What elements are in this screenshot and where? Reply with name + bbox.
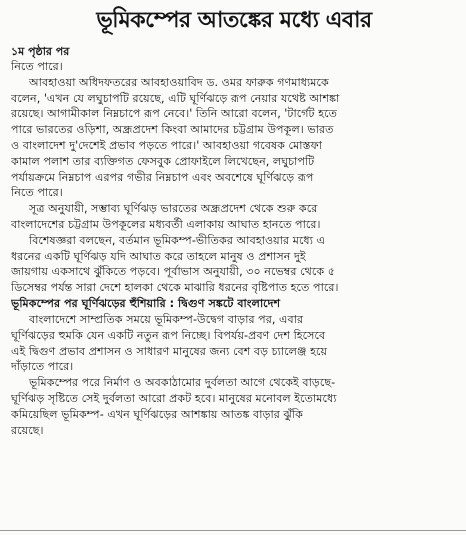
text-line: রয়েছে। আগামীকাল নিম্নচাপে রূপ নেবে।' তিনি আরো বলেন, 'টার্গেট হতে <box>11 107 337 121</box>
continued-from-page-one: ১ম পৃষ্ঠার পর <box>11 45 70 58</box>
text-line: দাঁড়াতে পারে। <box>11 360 74 374</box>
paragraph-1 <box>11 59 457 75</box>
text-line: জায়গায় একসাথে ঝুঁকিতে পড়বে। পূর্বাভাস অনুযায়ী, ৩০ নভেম্বর থেকে ৫ <box>11 265 336 279</box>
text-line: এই দ্বিগুণ প্রভাব প্রশাসন ও সাধারণ মানুষের জন্য বেশ বড় চ্যালেঞ্জ হয়ে <box>11 344 328 358</box>
text-line: পারে ভারতের ওড়িশা, অন্ধ্রপ্রদেশ কিংবা আমাদের চট্টগ্রাম উপকূল। ভারত <box>11 123 334 137</box>
paragraph-5 <box>11 312 457 375</box>
text-line: সূত্র অনুযায়ী, সম্ভাব্য ঘূর্ণিঝড় ভারতের অন্ধ্রপ্রদেশ থেকে শুরু করে <box>29 202 318 216</box>
text-line: ডিসেম্বর পর্যন্ত সারা দেশে হালকা থেকে মাঝারি ধরনের বৃষ্টিপাত হতে পারে। <box>11 281 339 295</box>
section-subheading: ভূমিকম্পের পর ঘূর্ণিঝড়ের হুঁশিয়ারি : দ্বিগুণ সঙ্কটে বাংলাদেশ <box>11 296 281 310</box>
text-line: ভূমিকম্পের পরে নির্মাণ ও অবকাঠামোর দুর্বলতা আগে থেকেই বাড়ছে- <box>29 376 336 390</box>
text-line: বিশেষজ্ঞরা বলছেন, বর্তমান ভূমিকম্প-ভীতিকর আবহাওয়ার মধ্যে এ <box>29 233 326 247</box>
text-line: রয়েছে। <box>11 423 44 437</box>
text-line: ঘূর্ণিঝড় সৃষ্টিতে সেই দুর্বলতা আরো প্রকট হবে। মানুষের মনোবল ইতোমধ্যে <box>11 391 337 405</box>
article-body-part-2 <box>11 312 457 438</box>
text-line: নিতে পারে। <box>11 186 63 200</box>
text-line: ধরনের একটি ঘূর্ণিঝড় যদি আঘাত করে তাহলে মানুষ ও প্রশাসন দুই <box>11 249 306 263</box>
article-body-part-1 <box>11 59 457 296</box>
text-line: বাংলাদেশে সাম্প্রতিক সময়ে ভূমিকম্প-উদ্বেগ বাড়ার পর, এবার <box>29 312 304 326</box>
paragraph-4 <box>11 233 457 296</box>
text-line: ও বাংলাদেশ দু'দেশেই প্রভাব পড়তে পারে।' আবহাওয়া গবেষক মোস্তফা <box>11 138 323 152</box>
headline: ভূমিকম্পের আতঙ্কের মধ্যে এবার <box>96 8 372 33</box>
text-line: পর্যায়ক্রমে নিম্নচাপ এরপর গভীর নিম্নচাপ এবং অবশেষে ঘূর্ণিঝড়ে রূপ <box>11 170 314 184</box>
bottom-divider <box>0 530 466 531</box>
paragraph-2 <box>11 75 457 201</box>
text-line: কামাল পলাশ তার ব্যক্তিগত ফেসবুক প্রোফাইলে লিখেছেন, লঘুচাপটি <box>11 154 315 168</box>
paragraph-6 <box>11 375 457 438</box>
text-line: আবহাওয়া অধিদফতরের আবহাওয়াবিদ ড. ওমর ফারুক গণমাধ্যমকে <box>29 75 329 89</box>
text-line: বাংলাদেশের চট্টগ্রাম উপকূলের মধ্যবর্তী এলাকায় আঘাত হানতে পারে। <box>11 217 321 231</box>
paragraph-3 <box>11 201 457 233</box>
text-line: নিতে পারে। <box>11 60 63 73</box>
text-line: কমিয়েছিল ভূমিকম্প- এখন ঘূর্ণিঝড়ের আশঙ্কায় আতঙ্ক বাড়ার ঝুঁকি <box>11 407 303 421</box>
text-line: বলেন, 'এখন যে লঘুচাপটি রয়েছে, এটি ঘূর্ণিঝড়ে রূপ নেয়ার যথেষ্ট আশঙ্কা <box>11 91 340 105</box>
text-line: ঘূর্ণিঝড়ের হুমকি যেন একটি নতুন রূপ নিচ্ছে। বিপর্যয়-প্রবণ দেশ হিসেবে <box>11 328 326 342</box>
